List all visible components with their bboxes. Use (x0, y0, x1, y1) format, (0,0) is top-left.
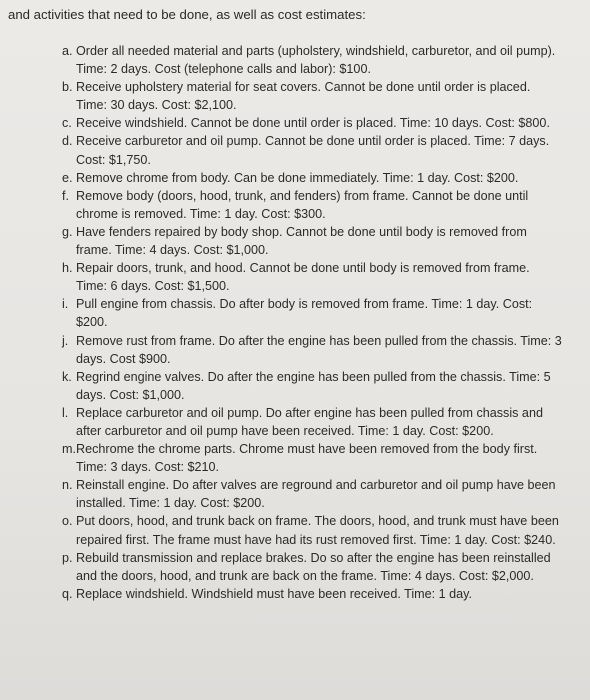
list-item (62, 114, 562, 132)
list-item (62, 585, 562, 603)
list-item (62, 132, 562, 168)
list-item (62, 295, 562, 331)
item-text: Receive windshield. Cannot be done until order is placed. Time: 10 days. Cost: $800. (76, 116, 550, 131)
item-marker: l. (62, 405, 69, 420)
item-marker: o. (62, 514, 73, 529)
item-marker: d. (62, 134, 73, 149)
list-item (62, 169, 562, 187)
item-text: Receive carburetor and oil pump. Cannot be done until order is placed. Time: 7 days. Cost: $1,750. (76, 134, 550, 167)
item-text: Receive upholstery material for seat covers. Cannot be done until order is placed. Time: 30 days. Cost: $2,100. (76, 80, 531, 113)
item-marker: h. (62, 261, 73, 276)
item-text: Remove body (doors, hood, trunk, and fenders) from frame. Cannot be done until chrome is removed. Time: 1 day. Cost: $300. (76, 188, 529, 221)
item-marker: c. (62, 116, 72, 131)
list-item (62, 78, 562, 114)
item-marker: m. (62, 442, 76, 457)
item-marker: k. (62, 369, 72, 384)
item-text: Replace carburetor and oil pump. Do after engine has been pulled from chassis and after carburetor and oil pump have been received. Time: 1 day. Cost: $200. (76, 405, 543, 438)
item-marker: j. (62, 333, 69, 348)
item-text: Order all needed material and parts (upholstery, windshield, carburetor, and oil pump). Time: 2 days. Cost (telephone calls and labor): $100. (76, 44, 556, 77)
item-text: Remove chrome from body. Can be done immediately. Time: 1 day. Cost: $200. (76, 170, 519, 185)
item-text: Put doors, hood, and trunk back on frame. The doors, hood, and trunk must have been repaired first. The frame must have had its rust removed first. Time: 1 day. Cost: $240. (76, 514, 559, 547)
item-marker: q. (62, 586, 73, 601)
list-item (62, 549, 562, 585)
item-marker: a. (62, 44, 73, 58)
item-marker: f. (62, 188, 69, 203)
item-marker: e. (62, 170, 73, 185)
list-item (62, 440, 562, 476)
item-text: Remove rust from frame. Do after the engine has been pulled from the chassis. Time: 3 days. Cost $900. (76, 333, 562, 366)
list-item (62, 368, 562, 404)
list-item (62, 404, 562, 440)
item-text: Replace windshield. Windshield must have been received. Time: 1 day. (76, 586, 472, 601)
item-text: Pull engine from chassis. Do after body is removed from frame. Time: 1 day. Cost: $200. (76, 297, 533, 330)
list-item (62, 332, 562, 368)
item-text: Reinstall engine. Do after valves are reground and carburetor and oil pump have been installed. Time: 1 day. Cost: $200. (76, 478, 556, 511)
item-text: Rechrome the chrome parts. Chrome must have been removed from the body first. Time: 3 days. Cost: $210. (76, 442, 538, 475)
list-item (62, 259, 562, 295)
item-text: Regrind engine valves. Do after the engine has been pulled from the chassis. Time: 5 days. Cost: $1,000. (76, 369, 551, 402)
activity-list (62, 42, 562, 603)
item-marker: b. (62, 80, 73, 95)
item-marker: p. (62, 550, 73, 565)
item-marker: n. (62, 478, 73, 493)
intro-text: and activities that need to be done, as well as cost estimates: (8, 7, 366, 22)
item-text: Rebuild transmission and replace brakes. Do so after the engine has been reinstalled and the doors, hood, and trunk are back on the frame. Time: 4 days. Cost: $2,000. (76, 550, 551, 583)
list-item (62, 476, 562, 512)
list-item (62, 512, 562, 548)
list-item (62, 187, 562, 223)
list-item (62, 42, 562, 78)
list-item (62, 223, 562, 259)
item-text: Repair doors, trunk, and hood. Cannot be done until body is removed from frame. Time: 6 days. Cost: $1,500. (76, 261, 530, 294)
item-marker: i. (62, 297, 69, 312)
item-text: Have fenders repaired by body shop. Cannot be done until body is removed from frame. Time: 4 days. Cost: $1,000. (76, 224, 527, 258)
item-marker: g. (62, 224, 73, 239)
